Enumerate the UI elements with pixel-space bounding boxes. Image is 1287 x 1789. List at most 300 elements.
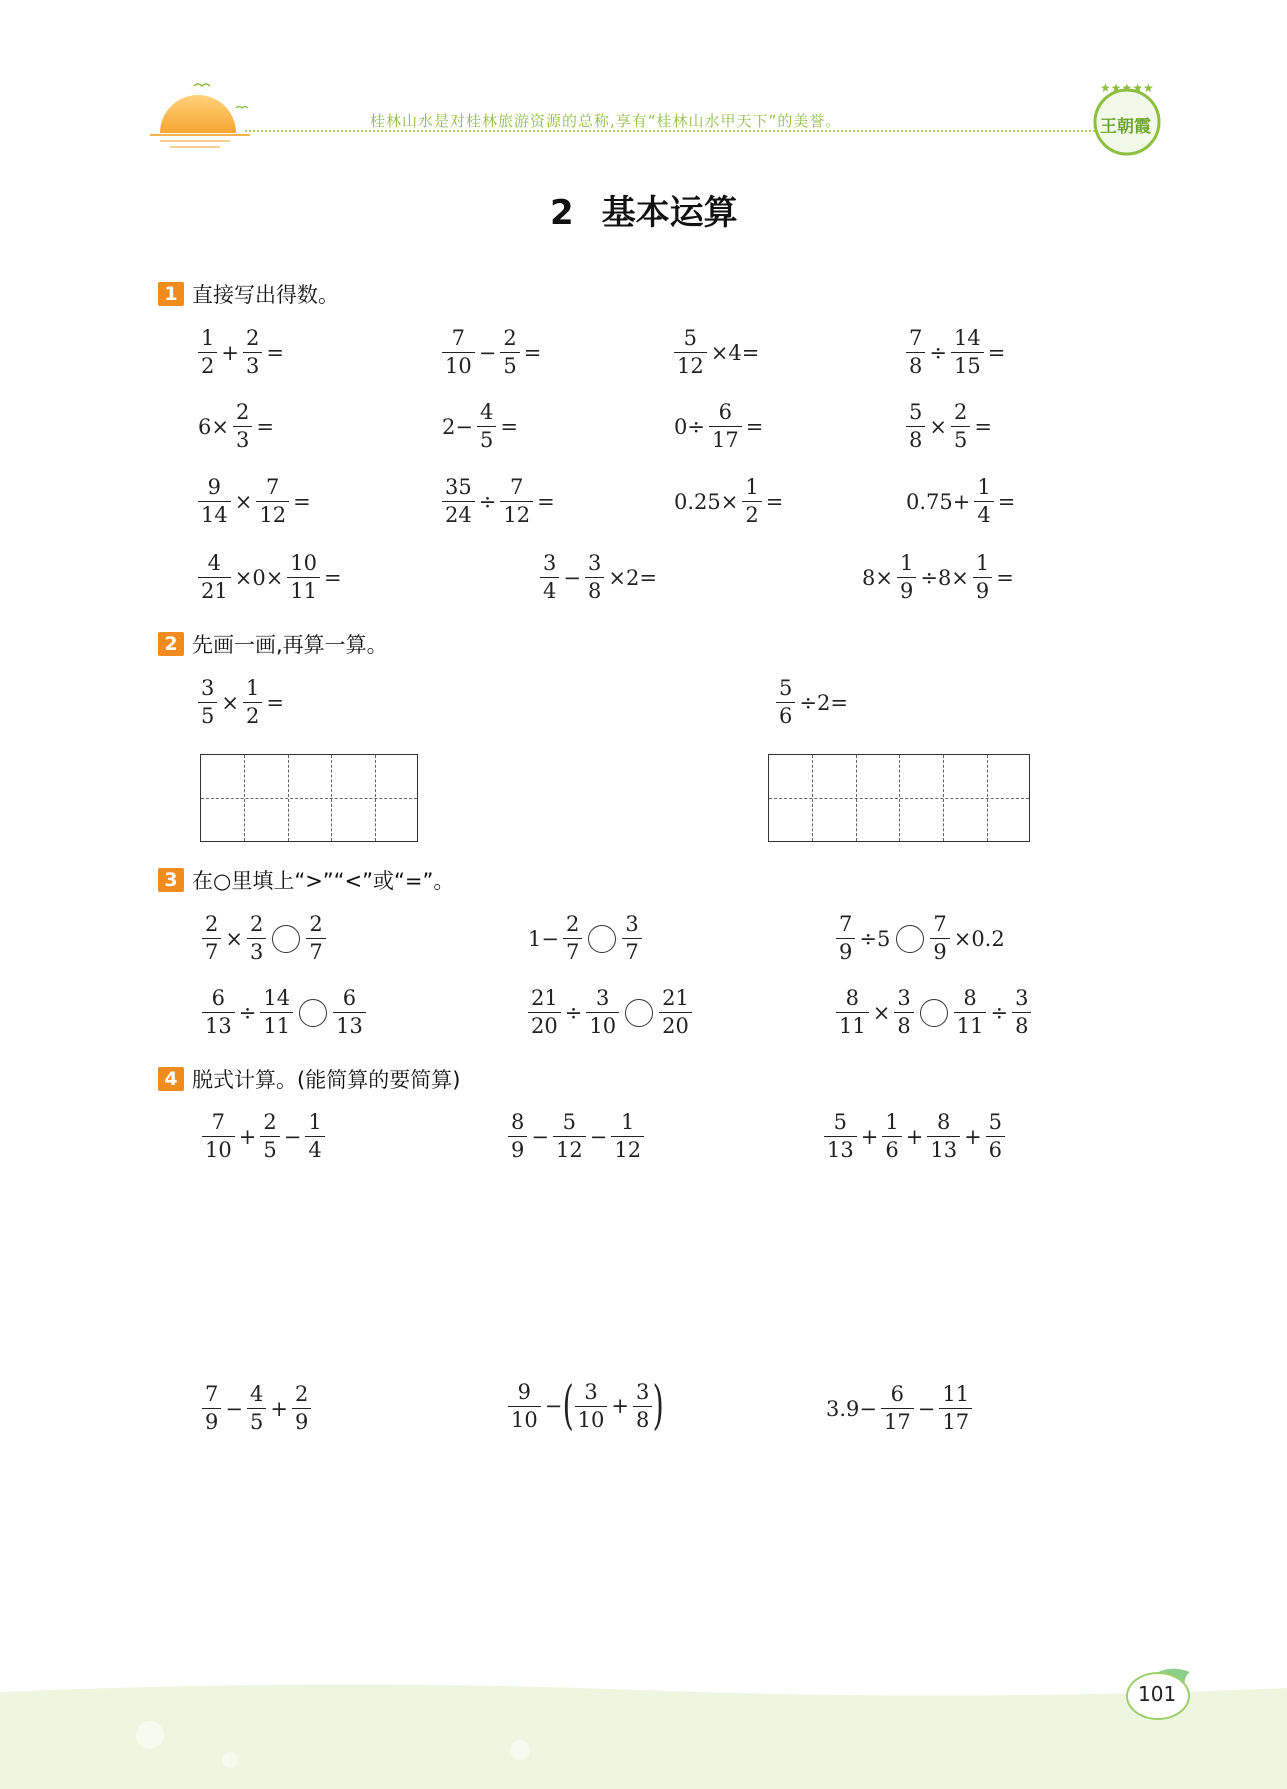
fraction <box>633 1379 652 1432</box>
logo-text: 王朝霞 <box>1100 117 1151 137</box>
s3-expression <box>200 988 368 1037</box>
drawing-grid-left[interactable] <box>200 754 418 842</box>
numerator: 5 <box>909 400 923 424</box>
denominator: 13 <box>202 1012 235 1037</box>
numerator: 6 <box>211 986 226 1010</box>
section-4-badge: 4 <box>158 1067 184 1091</box>
denominator: 7 <box>306 938 325 963</box>
fraction <box>986 1112 1005 1161</box>
denominator: 11 <box>954 1012 987 1037</box>
operator: − <box>544 1394 563 1418</box>
numerator: 5 <box>683 326 698 350</box>
numerator: 3 <box>543 551 557 575</box>
s3-expression <box>834 914 1007 963</box>
fraction <box>674 328 707 377</box>
publisher-logo <box>1088 78 1166 158</box>
fraction <box>776 678 795 727</box>
operator: ÷ <box>478 489 497 514</box>
section-3-badge: 3 <box>158 868 184 892</box>
numerator: 3 <box>201 676 215 700</box>
fraction <box>442 328 475 377</box>
fraction <box>260 988 293 1037</box>
denominator: 10 <box>508 1406 541 1431</box>
denominator: 9 <box>973 577 992 602</box>
numerator: 10 <box>290 551 318 575</box>
numerator: 2 <box>245 326 260 350</box>
denominator: 8 <box>906 426 925 451</box>
operator: = <box>997 489 1016 514</box>
numerator: 2 <box>249 912 264 936</box>
s1-expression <box>196 328 286 377</box>
numerator: 1 <box>201 326 215 350</box>
comparison-circle-blank[interactable] <box>625 999 653 1027</box>
numerator: 6 <box>890 1382 905 1406</box>
s1-expression <box>672 402 765 451</box>
section-4-text: 脱式计算。(能简算的要简算) <box>192 1068 461 1092</box>
denominator: 12 <box>611 1136 644 1161</box>
numerator: 7 <box>205 1382 219 1406</box>
section-3-text: 在○里填上“>”“<”或“=”。 <box>192 869 455 893</box>
sunset-decoration <box>150 78 260 153</box>
denominator: 9 <box>202 1408 221 1433</box>
s1-expression <box>672 477 785 526</box>
denominator: 10 <box>575 1406 608 1431</box>
fraction <box>836 914 855 963</box>
fraction <box>202 988 235 1037</box>
denominator: 5 <box>951 426 970 451</box>
svg-text:★★★★★: ★★★★★ <box>1100 81 1154 95</box>
s2-expression <box>196 678 286 727</box>
s1-expression <box>860 553 1016 602</box>
s3-expression <box>834 988 1033 1037</box>
denominator: 20 <box>659 1012 692 1037</box>
fraction <box>951 328 984 377</box>
operator: × <box>929 414 947 439</box>
numerator: 1 <box>977 475 991 499</box>
fraction <box>563 914 582 963</box>
operator: − <box>531 1124 549 1149</box>
comparison-circle-blank[interactable] <box>896 925 924 953</box>
s1-expression <box>440 328 543 377</box>
denominator: 8 <box>1012 1012 1031 1037</box>
fraction <box>951 402 970 451</box>
numerator: 3 <box>635 1379 650 1404</box>
operator: × <box>221 690 239 715</box>
fraction <box>622 914 641 963</box>
numerator: 11 <box>942 1382 970 1406</box>
operator: 0.25× <box>674 489 739 514</box>
denominator: 5 <box>477 426 496 451</box>
operator: ÷5 <box>859 926 891 951</box>
denominator: 12 <box>256 501 289 526</box>
section-2-text: 先画一画,再算一算。 <box>192 633 388 657</box>
operator: + <box>238 1124 257 1149</box>
numerator: 7 <box>266 475 280 499</box>
denominator: 17 <box>939 1408 972 1433</box>
fraction <box>836 988 869 1037</box>
operator: 1− <box>528 926 559 951</box>
fraction <box>306 914 325 963</box>
fraction <box>659 988 692 1037</box>
operator: ÷ <box>564 1000 583 1025</box>
numerator: 2 <box>503 326 517 350</box>
section-1-badge: 1 <box>158 282 184 306</box>
denominator: 21 <box>198 577 231 602</box>
numerator: 4 <box>207 551 222 575</box>
operator: ÷8× <box>920 565 969 590</box>
fraction <box>477 402 496 451</box>
s3-expression <box>200 914 328 963</box>
denominator: 12 <box>553 1136 586 1161</box>
fraction <box>930 914 949 963</box>
numerator: 6 <box>718 400 733 424</box>
operator: = <box>266 690 284 715</box>
numerator: 35 <box>445 475 472 499</box>
operator: ÷ <box>990 1000 1009 1025</box>
denominator: 8 <box>585 577 604 602</box>
denominator: 9 <box>292 1408 311 1433</box>
s1-expression <box>196 553 344 602</box>
operator: × <box>872 1000 891 1025</box>
denominator: 6 <box>882 1136 901 1161</box>
numerator: 7 <box>510 475 524 499</box>
operator: − <box>589 1124 608 1149</box>
denominator: 12 <box>500 501 533 526</box>
fraction <box>247 914 266 963</box>
numerator: 5 <box>833 1110 848 1134</box>
fraction <box>927 1112 960 1161</box>
numerator: 4 <box>249 1382 264 1406</box>
section-2-header <box>158 629 388 659</box>
denominator: 9 <box>836 938 855 963</box>
denominator: 11 <box>836 1012 869 1037</box>
denominator: 8 <box>633 1406 652 1431</box>
denominator: 15 <box>951 352 984 377</box>
fraction <box>906 328 925 377</box>
comparison-circle-blank[interactable] <box>272 925 300 953</box>
numerator: 4 <box>479 400 494 424</box>
operator: − <box>917 1396 936 1421</box>
fraction <box>824 1112 857 1161</box>
operator: × <box>234 489 253 514</box>
fraction <box>973 553 992 602</box>
s1-expression <box>904 328 1007 377</box>
operator: = <box>987 340 1006 365</box>
numerator: 2 <box>235 400 250 424</box>
numerator: 8 <box>511 1110 525 1134</box>
denominator: 5 <box>260 1136 279 1161</box>
numerator: 3 <box>1015 986 1029 1010</box>
drawing-grid-right[interactable] <box>768 754 1030 842</box>
operator: = <box>765 489 784 514</box>
denominator: 9 <box>897 577 916 602</box>
denominator: 10 <box>586 1012 619 1037</box>
numerator: 9 <box>517 1379 532 1404</box>
s4-expression <box>824 1384 974 1433</box>
fraction <box>243 678 262 727</box>
fraction <box>709 402 742 451</box>
s4-expression <box>506 1112 646 1161</box>
numerator: 5 <box>562 1110 577 1134</box>
page-title <box>550 185 738 234</box>
fraction <box>287 553 320 602</box>
fraction <box>333 988 366 1037</box>
denominator: 2 <box>742 501 761 526</box>
fraction <box>198 477 231 526</box>
operator: + <box>611 1394 629 1418</box>
fraction <box>939 1384 972 1433</box>
section-1-header <box>158 279 339 309</box>
fraction <box>882 1112 901 1161</box>
numerator: 1 <box>885 1110 899 1134</box>
operator: = <box>266 340 284 365</box>
operator: 0.75+ <box>906 489 971 514</box>
operator: 8× <box>862 565 893 590</box>
comparison-circle-blank[interactable] <box>920 999 948 1027</box>
numerator: 21 <box>662 986 689 1010</box>
section-2-badge: 2 <box>158 632 184 656</box>
denominator: 12 <box>674 352 707 377</box>
section-1-text: 直接写出得数。 <box>192 283 339 307</box>
denominator: 5 <box>198 702 217 727</box>
denominator: 14 <box>198 501 231 526</box>
numerator: 1 <box>745 475 759 499</box>
fraction <box>974 477 993 526</box>
denominator: 17 <box>881 1408 914 1433</box>
s2-expression <box>774 678 850 727</box>
denominator: 8 <box>906 352 925 377</box>
operator: 3.9− <box>826 1396 877 1421</box>
denominator: 2 <box>243 702 262 727</box>
fraction <box>508 1112 527 1161</box>
operator: − <box>478 340 497 365</box>
parenthesis: ( <box>562 1376 575 1436</box>
numerator: 1 <box>245 676 260 700</box>
fraction <box>198 678 217 727</box>
operator: ÷2= <box>799 690 848 715</box>
fraction <box>260 1112 279 1161</box>
denominator: 24 <box>442 501 475 526</box>
fraction <box>305 1112 324 1161</box>
operator: × <box>225 926 243 951</box>
fraction <box>1012 988 1031 1037</box>
s3-expression <box>526 988 694 1037</box>
numerator: 7 <box>933 912 947 936</box>
operator: = <box>523 340 542 365</box>
fraction <box>500 328 519 377</box>
denominator: 7 <box>563 938 582 963</box>
fraction <box>585 553 604 602</box>
denominator: 6 <box>776 702 795 727</box>
s1-expression <box>440 477 557 526</box>
comparison-circle-blank[interactable] <box>588 925 616 953</box>
fraction <box>442 477 475 526</box>
fraction <box>742 477 761 526</box>
denominator: 17 <box>709 426 742 451</box>
fraction <box>500 477 533 526</box>
denominator: 9 <box>508 1136 527 1161</box>
comparison-circle-blank[interactable] <box>299 999 327 1027</box>
s1-expression <box>196 477 313 526</box>
denominator: 8 <box>894 1012 913 1037</box>
footer-green-wave <box>0 1680 1287 1789</box>
denominator: 4 <box>974 501 993 526</box>
fraction <box>611 1112 644 1161</box>
operator: ×0.2 <box>953 926 1005 951</box>
fraction <box>575 1379 608 1432</box>
fraction <box>508 1379 541 1432</box>
numerator: 14 <box>953 326 981 350</box>
fraction <box>243 328 262 377</box>
numerator: 5 <box>988 1110 1003 1134</box>
fraction <box>881 1384 914 1433</box>
numerator: 8 <box>937 1110 951 1134</box>
s4-expression <box>200 1112 327 1161</box>
numerator: 9 <box>207 475 222 499</box>
denominator: 13 <box>333 1012 366 1037</box>
operator: − <box>563 565 581 590</box>
fraction <box>198 553 231 602</box>
s1-expression <box>538 553 659 602</box>
numerator: 8 <box>963 986 977 1010</box>
fraction <box>198 328 217 377</box>
numerator: 1 <box>308 1110 322 1134</box>
operator: = <box>537 489 555 514</box>
fraction <box>202 1112 235 1161</box>
numerator: 2 <box>294 1382 309 1406</box>
s1-expression <box>904 402 994 451</box>
operator: ÷ <box>238 1000 257 1025</box>
fraction <box>906 402 925 451</box>
s4-expression <box>200 1384 313 1433</box>
denominator: 7 <box>622 938 641 963</box>
denominator: 13 <box>824 1136 857 1161</box>
numerator: 3 <box>584 1379 598 1404</box>
s1-expression <box>440 402 520 451</box>
s4-expression <box>506 1376 665 1436</box>
numerator: 2 <box>309 912 323 936</box>
denominator: 3 <box>247 938 266 963</box>
operator: 2− <box>442 414 473 439</box>
operator: ÷ <box>929 340 947 365</box>
numerator: 3 <box>897 986 911 1010</box>
numerator: 14 <box>263 986 291 1010</box>
denominator: 4 <box>540 577 559 602</box>
operator: = <box>996 565 1014 590</box>
s1-expression <box>672 328 761 377</box>
denominator: 7 <box>202 938 221 963</box>
denominator: 5 <box>500 352 519 377</box>
denominator: 11 <box>287 577 320 602</box>
fraction <box>540 553 559 602</box>
denominator: 9 <box>930 938 949 963</box>
numerator: 5 <box>779 676 793 700</box>
operator: 6× <box>198 414 229 439</box>
fraction <box>553 1112 586 1161</box>
fraction <box>202 1384 221 1433</box>
page-number: 101 <box>1138 1682 1177 1706</box>
operator: ×0× <box>234 565 284 590</box>
fraction <box>894 988 913 1037</box>
denominator: 5 <box>247 1408 266 1433</box>
fraction <box>202 914 221 963</box>
denominator: 10 <box>442 352 475 377</box>
fraction <box>528 988 561 1037</box>
operator: = <box>745 414 764 439</box>
operator: − <box>283 1124 302 1149</box>
operator: ×4= <box>710 340 760 365</box>
numerator: 7 <box>211 1110 226 1134</box>
fraction <box>586 988 619 1037</box>
denominator: 13 <box>927 1136 960 1161</box>
numerator: 21 <box>531 986 558 1010</box>
header-slogan: 桂林山水是对桂林旅游资源的总称,享有“桂林山水甲天下”的美誉。 <box>370 112 842 130</box>
numerator: 8 <box>845 986 860 1010</box>
numerator: 7 <box>839 912 853 936</box>
section-3-header <box>158 865 454 895</box>
denominator: 10 <box>202 1136 235 1161</box>
numerator: 3 <box>587 551 602 575</box>
operator: 0÷ <box>674 414 705 439</box>
numerator: 3 <box>625 912 639 936</box>
denominator: 4 <box>305 1136 324 1161</box>
s1-expression <box>904 477 1017 526</box>
fraction <box>897 553 916 602</box>
operator: + <box>270 1396 288 1421</box>
title-number: 2 <box>550 193 574 233</box>
numerator: 2 <box>953 400 968 424</box>
operator: = <box>500 414 518 439</box>
section-4-header <box>158 1064 460 1094</box>
s4-expression <box>822 1112 1007 1161</box>
operator: = <box>324 565 342 590</box>
operator: + <box>221 340 239 365</box>
fraction <box>954 988 987 1037</box>
denominator: 6 <box>986 1136 1005 1161</box>
numerator: 1 <box>899 551 914 575</box>
denominator: 2 <box>198 352 217 377</box>
fraction <box>233 402 252 451</box>
numerator: 7 <box>909 326 923 350</box>
fraction <box>247 1384 266 1433</box>
numerator: 2 <box>565 912 580 936</box>
denominator: 20 <box>528 1012 561 1037</box>
s3-expression <box>526 914 644 963</box>
operator: = <box>974 414 992 439</box>
title-text: 基本运算 <box>601 193 738 233</box>
fraction <box>256 477 289 526</box>
numerator: 1 <box>975 551 990 575</box>
operator: + <box>905 1124 924 1149</box>
numerator: 7 <box>451 326 466 350</box>
s1-expression <box>196 402 276 451</box>
numerator: 2 <box>263 1110 277 1134</box>
fraction <box>292 1384 311 1433</box>
denominator: 11 <box>260 1012 293 1037</box>
operator: ×2= <box>608 565 657 590</box>
numerator: 6 <box>342 986 357 1010</box>
operator: + <box>860 1124 879 1149</box>
operator: + <box>964 1124 982 1149</box>
numerator: 3 <box>596 986 610 1010</box>
parenthesis: ) <box>652 1376 665 1436</box>
denominator: 3 <box>243 352 262 377</box>
operator: − <box>225 1396 243 1421</box>
numerator: 2 <box>205 912 219 936</box>
denominator: 3 <box>233 426 252 451</box>
operator: = <box>293 489 311 514</box>
numerator: 1 <box>621 1110 635 1134</box>
